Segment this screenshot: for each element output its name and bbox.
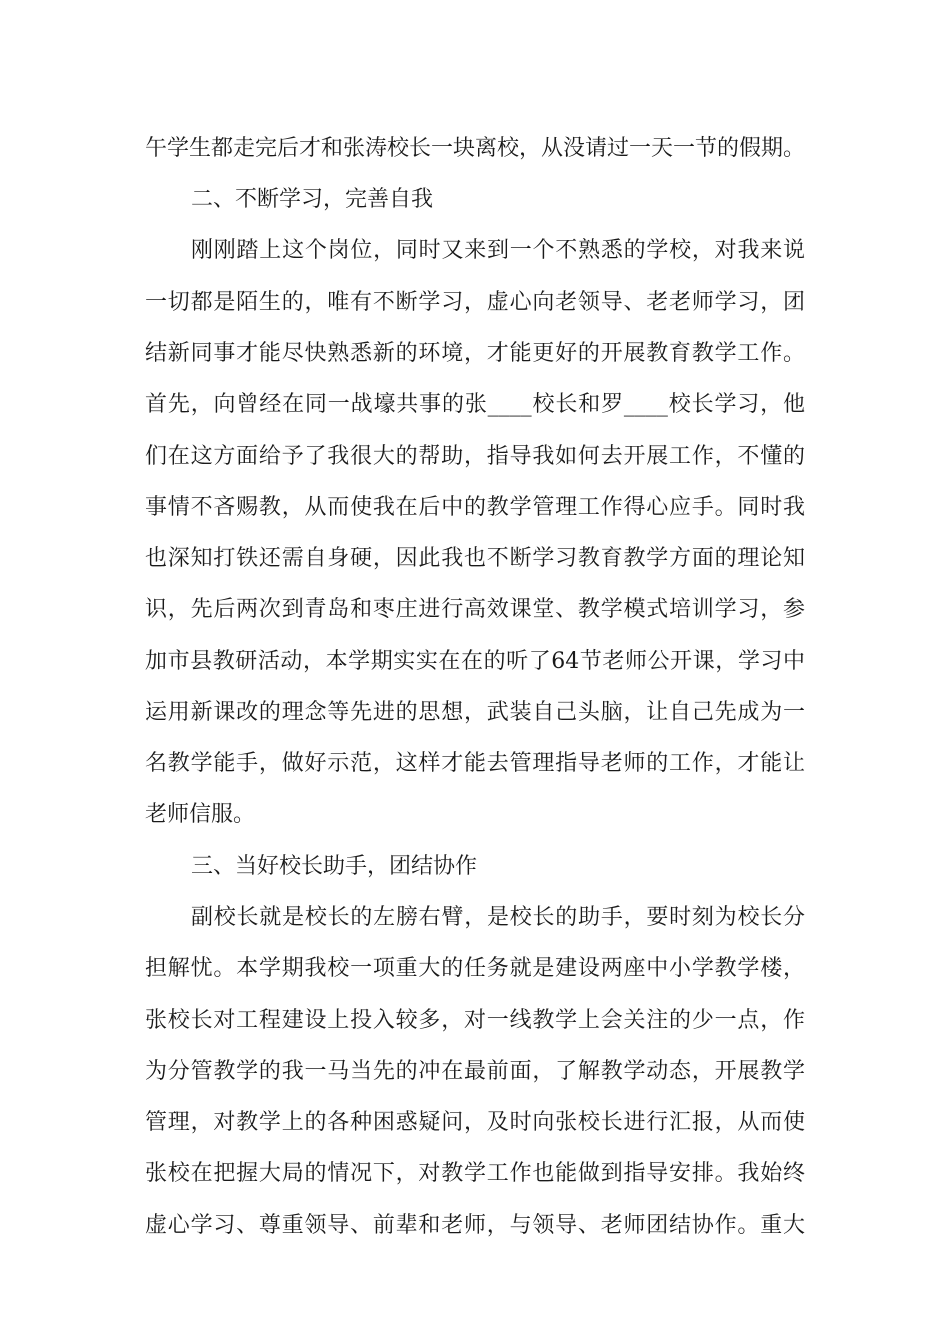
paragraph-line: 结新同事才能尽快熟悉新的环境，才能更好的开展教育教学工作。 bbox=[145, 341, 805, 366]
paragraph-line: 首先，向曾经在同一战壕共事的张____校长和罗____校长学习，他 bbox=[145, 392, 805, 417]
section-heading: 三、当好校长助手，团结协作 bbox=[191, 854, 478, 879]
paragraph-line: 运用新课改的理念等先进的思想，武装自己头脑，让自己先成为一 bbox=[145, 700, 805, 725]
paragraph-line: 为分管教学的我一马当先的冲在最前面，了解教学动态，开展教学 bbox=[145, 1059, 805, 1084]
section-heading: 二、不断学习，完善自我 bbox=[191, 187, 434, 212]
paragraph-line: 虚心学习、尊重领导、前辈和老师，与领导、老师团结协作。重大 bbox=[145, 1213, 805, 1238]
paragraph-line: 识，先后两次到青岛和枣庄进行高效课堂、教学模式培训学习，参 bbox=[145, 597, 805, 622]
paragraph-line: 名教学能手，做好示范，这样才能去管理指导老师的工作，才能让 bbox=[145, 751, 805, 776]
paragraph-line: 事情不吝赐教，从而使我在后中的教学管理工作得心应手。同时我 bbox=[145, 495, 805, 520]
paragraph-line: 午学生都走完后才和张涛校长一块离校，从没请过一天一节的假期。 bbox=[145, 136, 806, 161]
paragraph-line: 加市县教研活动，本学期实实在在的听了64节老师公开课，学习中 bbox=[145, 649, 805, 674]
paragraph-line: 也深知打铁还需自身硬，因此我也不断学习教育教学方面的理论知 bbox=[145, 546, 805, 571]
paragraph-line: 刚刚踏上这个岗位，同时又来到一个不熟悉的学校，对我来说 bbox=[191, 238, 805, 263]
paragraph-line: 们在这方面给予了我很大的帮助，指导我如何去开展工作，不懂的 bbox=[145, 444, 805, 469]
paragraph-line: 副校长就是校长的左膀右臂，是校长的助手，要时刻为校长分 bbox=[191, 905, 805, 930]
paragraph-line: 一切都是陌生的，唯有不断学习，虚心向老领导、老老师学习，团 bbox=[145, 290, 805, 315]
paragraph-line: 张校长对工程建设上投入较多，对一线教学上会关注的少一点，作 bbox=[145, 1008, 805, 1033]
paragraph-line: 管理，对教学上的各种困惑疑问，及时向张校长进行汇报，从而使 bbox=[145, 1110, 805, 1135]
paragraph-line: 担解忧。本学期我校一项重大的任务就是建设两座中小学教学楼， bbox=[145, 956, 805, 981]
paragraph-line: 老师信服。 bbox=[145, 802, 256, 827]
paragraph-line: 张校在把握大局的情况下，对教学工作也能做到指导安排。我始终 bbox=[145, 1161, 805, 1186]
